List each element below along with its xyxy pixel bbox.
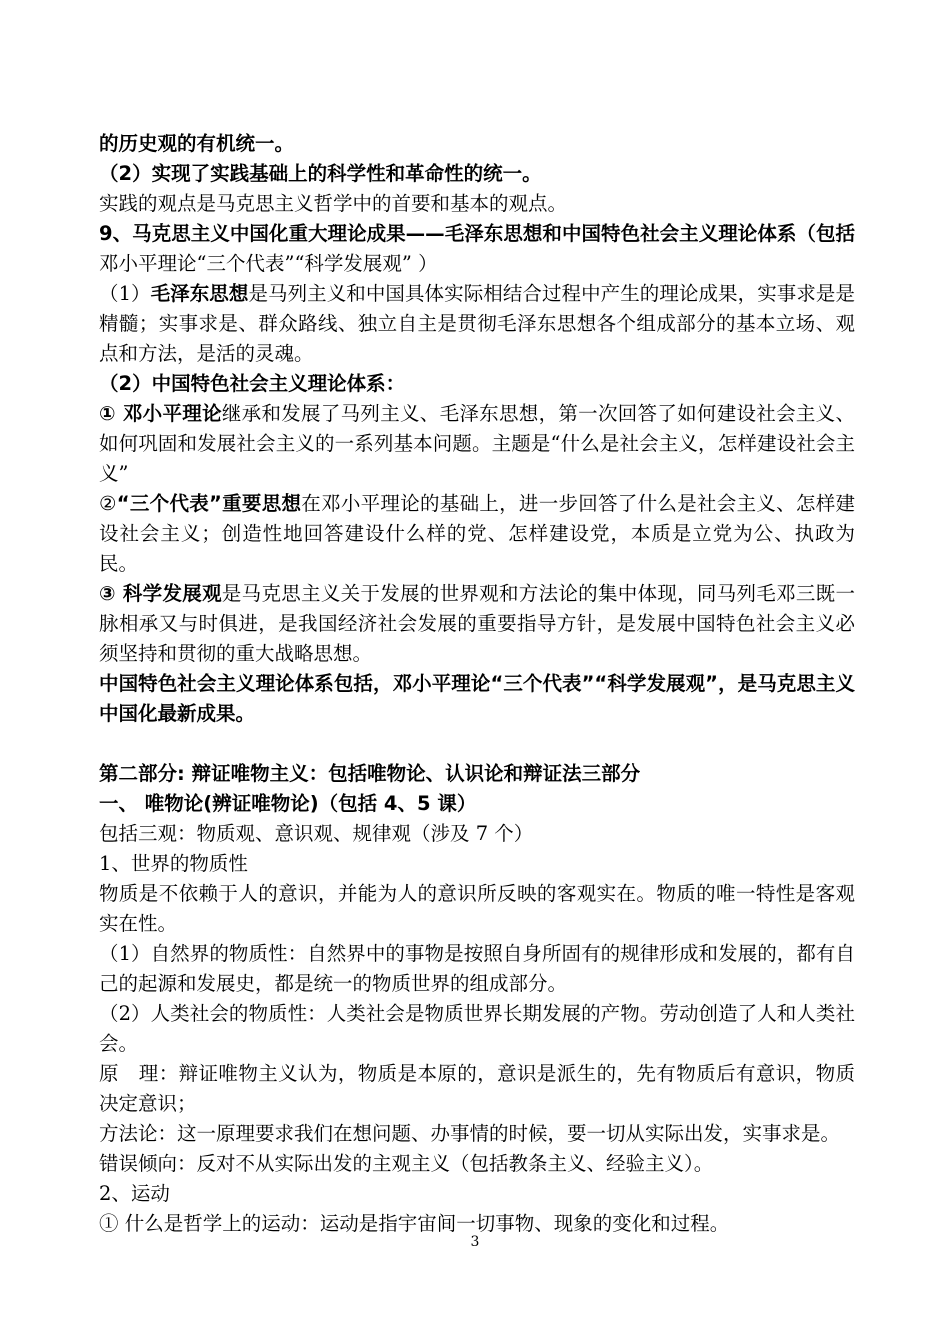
text: 是马列主义和中国具体实际相结合过程中产生的理论成果，实事求是是精髓；实事求是、群众路线、独立自主是贯彻毛泽东思想各个组成部分的基本立场、观点和方法，是活的灵魂。 — [99, 282, 855, 365]
text: 继承和发展了马列主义、毛泽东思想，第一次回答了如何建设社会主义、如何巩固和发展社会主义的一系列基本问题。主题是“什么是社会主义，怎样建设社会主义” — [99, 402, 855, 485]
paragraph: 物质是不依赖于人的意识，并能为人的意识所反映的客观实在。物质的唯一特性是客观实在性。 — [99, 882, 855, 935]
chapter-heading: 一、 唯物论(辨证唯物论)（包括 4、5 课） — [99, 792, 477, 815]
paragraph: 2、运动 — [99, 1182, 170, 1205]
text: 是马克思主义关于发展的世界观和方法论的集中体现，同马列毛邓三既一脉相承又与时俱进，是我国经济社会发展的重要指导方针，是发展中国特色社会主义必须坚持和贯彻的重大战略思想。 — [99, 582, 855, 665]
part-heading: 第二部分: 辩证唯物主义：包括唯物论、认识论和辩证法三部分 — [99, 762, 641, 785]
page-number: 3 — [470, 1234, 480, 1250]
term: 毛泽东思想 — [150, 282, 249, 305]
paragraph: 1、世界的物质性 — [99, 852, 248, 875]
paragraph: 实践的观点是马克思主义哲学中的首要和基本的观点。 — [99, 192, 568, 215]
paragraph: ① 什么是哲学上的运动：运动是指宇宙间一切事物、现象的变化和过程。 — [99, 1212, 730, 1235]
paragraph: 错误倾向：反对不从实际出发的主观主义（包括教条主义、经验主义）。 — [99, 1152, 714, 1175]
item-number: （1） — [99, 282, 151, 305]
item-number: ② — [99, 492, 117, 515]
heading-normal-text: 邓小平理论“三个代表”“科学发展观” ） — [99, 252, 438, 275]
term: ③ 科学发展观 — [99, 582, 222, 605]
page-body — [99, 129, 855, 1239]
paragraph: （2）实现了实践基础上的科学性和革命性的统一。 — [99, 162, 542, 185]
paragraph: 的历史观的有机统一。 — [99, 132, 295, 155]
term: ① 邓小平理论 — [99, 402, 222, 425]
blank-line — [99, 729, 855, 759]
heading-bold-text: 9、马克思主义中国化重大理论成果——毛泽东思想和中国特色社会主义理论体系（包括 — [99, 222, 855, 245]
subheading: （2）中国特色社会主义理论体系： — [99, 372, 406, 395]
paragraph: 包括三观：物质观、意识观、规律观（涉及 7 个） — [99, 822, 534, 845]
paragraph: （1）自然界的物质性：自然界中的事物是按照自身所固有的规律形成和发展的，都有自己的起源和发展史，都是统一的物质世界的组成部分。 — [99, 942, 855, 995]
summary-paragraph: 中国特色社会主义理论体系包括，邓小平理论“三个代表”“科学发展观”，是马克思主义中国化最新成果。 — [99, 672, 855, 725]
paragraph: （2）人类社会的物质性：人类社会是物质世界长期发展的产物。劳动创造了人和人类社会。 — [99, 1002, 855, 1055]
paragraph-three-represents — [99, 489, 855, 579]
section-heading-9 — [99, 219, 855, 279]
paragraph-mao-zedong-thought — [99, 279, 855, 369]
paragraph-scientific-outlook — [99, 579, 855, 669]
paragraph-deng-theory — [99, 399, 855, 489]
term: “三个代表”重要思想 — [116, 492, 302, 515]
paragraph: 原 理：辩证唯物主义认为，物质是本原的，意识是派生的，先有物质后有意识，物质决定意识； — [99, 1062, 855, 1115]
text: 在邓小平理论的基础上，进一步回答了什么是社会主义、怎样建设社会主义；创造性地回答建设什么样的党、怎样建设党，本质是立党为公、执政为民。 — [99, 492, 855, 575]
paragraph: 方法论：这一原理要求我们在想问题、办事情的时候，要一切从实际出发，实事求是。 — [99, 1122, 841, 1145]
